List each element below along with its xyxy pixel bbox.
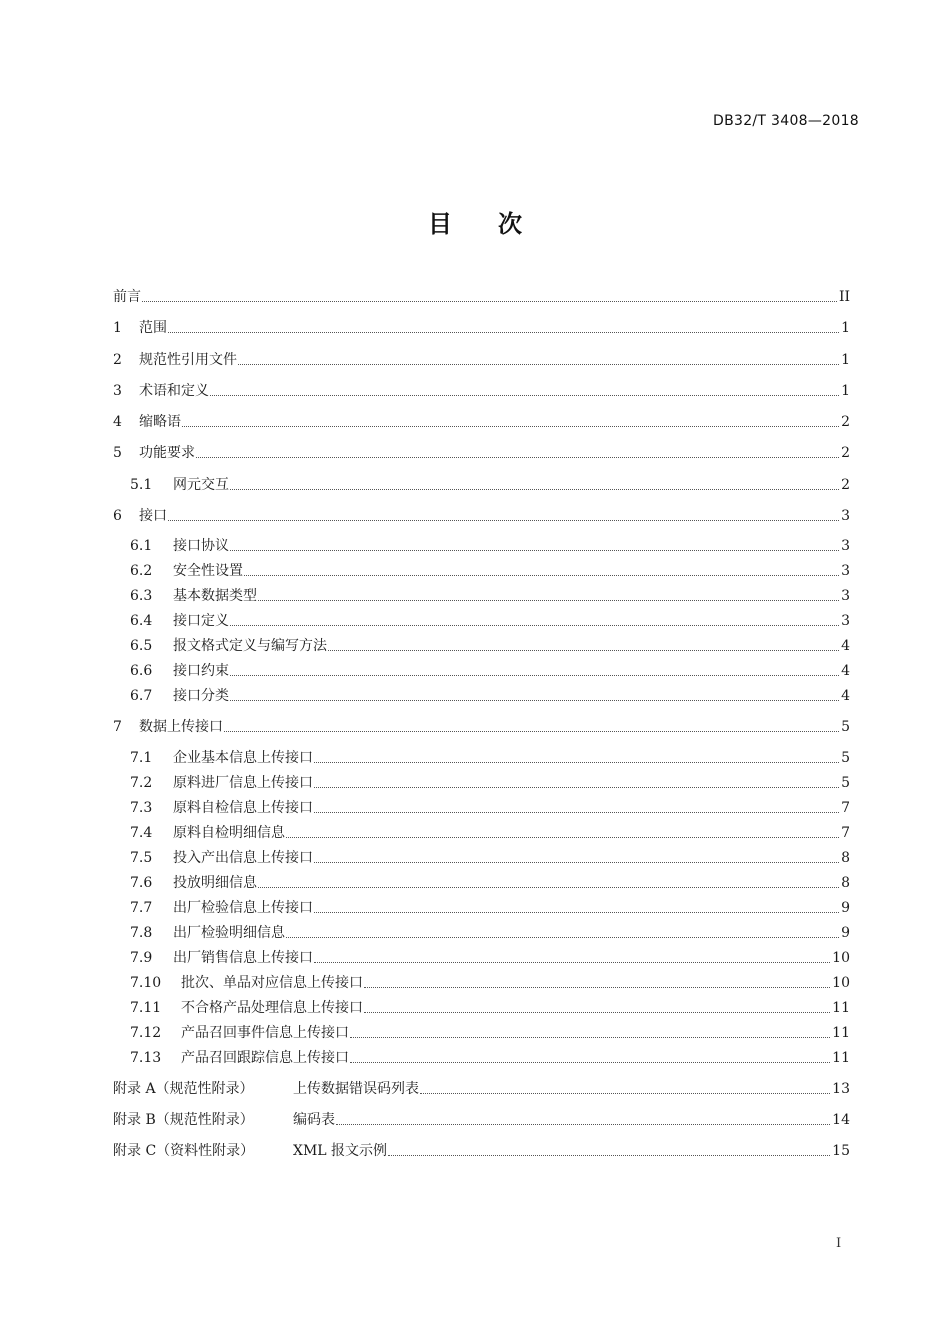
toc-entry-page: 10 xyxy=(832,950,850,966)
toc-entry-label: 接口协议 xyxy=(173,538,229,554)
toc-entry[interactable] xyxy=(130,475,850,495)
dot-leader xyxy=(210,394,839,396)
toc-entry-number: 4 xyxy=(113,414,122,430)
toc-entry-label: 产品召回跟踪信息上传接口 xyxy=(181,1050,349,1066)
toc-entry-number: 7.8 xyxy=(130,925,153,941)
toc-entry-page: 8 xyxy=(841,850,850,866)
toc-entry-page: 2 xyxy=(841,445,850,461)
dot-leader xyxy=(244,574,839,576)
toc-entry-label: 上传数据错误码列表 xyxy=(293,1081,419,1097)
dot-leader xyxy=(258,599,839,601)
toc-entry[interactable] xyxy=(113,318,850,338)
dot-leader xyxy=(388,1154,830,1156)
toc-entry[interactable] xyxy=(130,873,850,893)
toc-entry-page: 7 xyxy=(841,825,850,841)
toc-entry-label: 原料进厂信息上传接口 xyxy=(173,775,313,791)
toc-entry[interactable] xyxy=(130,898,850,918)
toc-entry-page: 2 xyxy=(841,414,850,430)
toc-entry-number: 7.3 xyxy=(130,800,153,816)
dot-leader xyxy=(182,425,839,427)
toc-entry-number: 7.9 xyxy=(130,950,153,966)
toc-entry-number: 7.4 xyxy=(130,825,153,841)
toc-entry-page: 11 xyxy=(832,1050,850,1066)
toc-entry[interactable] xyxy=(113,717,850,737)
toc-entry[interactable] xyxy=(113,287,850,307)
toc-entry[interactable] xyxy=(130,998,850,1018)
toc-entry-label: 前言 xyxy=(113,289,141,305)
toc-entry-label: 原料自检信息上传接口 xyxy=(173,800,313,816)
toc-entry[interactable] xyxy=(130,586,850,606)
toc-entry[interactable] xyxy=(130,1048,850,1068)
toc-entry-page: 4 xyxy=(841,688,850,704)
toc-entry-page: 9 xyxy=(841,925,850,941)
toc-entry-number: 6.1 xyxy=(130,538,153,554)
toc-entry-label: 规范性引用文件 xyxy=(139,352,237,368)
toc-entry-number: 5.1 xyxy=(130,477,153,493)
toc-entry-number: 1 xyxy=(113,320,122,336)
dot-leader xyxy=(230,488,839,490)
toc-entry-page: 13 xyxy=(832,1081,850,1097)
toc-entry-label: 接口分类 xyxy=(173,688,229,704)
toc-entry-label: 接口 xyxy=(139,508,167,524)
toc-entry[interactable] xyxy=(130,748,850,768)
toc-entry-page: 3 xyxy=(841,538,850,554)
dot-leader xyxy=(336,1123,830,1125)
toc-entry-number: 附录 B（规范性附录） xyxy=(113,1112,254,1128)
toc-entry-label: 接口约束 xyxy=(173,663,229,679)
toc-entry-number: 6.5 xyxy=(130,638,153,654)
dot-leader xyxy=(314,961,830,963)
dot-leader xyxy=(364,986,830,988)
toc-entry-page: 10 xyxy=(832,975,850,991)
toc-entry-label: 范围 xyxy=(139,320,167,336)
dot-leader xyxy=(350,1036,830,1038)
toc-entry[interactable] xyxy=(113,1079,850,1099)
toc-entry-label: 基本数据类型 xyxy=(173,588,257,604)
toc-entry[interactable] xyxy=(130,823,850,843)
toc-entry-page: 2 xyxy=(841,477,850,493)
toc-entry-page: 1 xyxy=(841,352,850,368)
dot-leader xyxy=(230,624,839,626)
toc-entry-number: 7.10 xyxy=(130,975,162,991)
toc-entry-label: 出厂检验明细信息 xyxy=(173,925,285,941)
toc-entry-number: 6.2 xyxy=(130,563,153,579)
dot-leader xyxy=(230,674,839,676)
toc-entry-number: 6.6 xyxy=(130,663,153,679)
dot-leader xyxy=(314,786,839,788)
toc-entry[interactable] xyxy=(130,536,850,556)
page-title: 目次 xyxy=(428,210,568,238)
standard-code: DB32/T 3408—2018 xyxy=(713,113,859,129)
toc-entry-label: 不合格产品处理信息上传接口 xyxy=(181,1000,363,1016)
toc-entry[interactable] xyxy=(130,1023,850,1043)
toc-entry[interactable] xyxy=(130,798,850,818)
toc-entry-label: 投放明细信息 xyxy=(173,875,257,891)
toc-entry-label: 企业基本信息上传接口 xyxy=(173,750,313,766)
toc-entry-label: 投入产出信息上传接口 xyxy=(173,850,313,866)
toc-entry-label: 网元交互 xyxy=(173,477,229,493)
toc-entry[interactable] xyxy=(130,773,850,793)
toc-entry-page: 3 xyxy=(841,563,850,579)
toc-entry[interactable] xyxy=(130,923,850,943)
dot-leader xyxy=(314,761,839,763)
toc-entry-page: 7 xyxy=(841,800,850,816)
toc-entry-number: 5 xyxy=(113,445,122,461)
toc-entry[interactable] xyxy=(130,848,850,868)
toc-entry-label: XML 报文示例 xyxy=(293,1143,388,1159)
toc-entry[interactable] xyxy=(130,611,850,631)
toc-entry-number: 7 xyxy=(113,719,122,735)
toc-entry-page: 3 xyxy=(841,588,850,604)
dot-leader xyxy=(238,363,839,365)
dot-leader xyxy=(364,1011,830,1013)
toc-entry-page: 3 xyxy=(841,613,850,629)
toc-entry-label: 编码表 xyxy=(293,1112,335,1128)
toc-entry-page: 5 xyxy=(841,750,850,766)
dot-leader xyxy=(350,1061,830,1063)
dot-leader xyxy=(168,519,839,521)
toc-entry-number: 7.12 xyxy=(130,1025,162,1041)
toc-entry[interactable] xyxy=(130,973,850,993)
toc-entry-label: 批次、单品对应信息上传接口 xyxy=(181,975,363,991)
toc-entry-label: 出厂检验信息上传接口 xyxy=(173,900,313,916)
toc-entry-label: 产品召回事件信息上传接口 xyxy=(181,1025,349,1041)
dot-leader xyxy=(314,911,839,913)
toc-entry-page: 4 xyxy=(841,638,850,654)
toc-entry[interactable] xyxy=(113,350,850,370)
toc-entry-label: 接口定义 xyxy=(173,613,229,629)
toc-entry-page: 1 xyxy=(841,383,850,399)
toc-entry[interactable] xyxy=(113,381,850,401)
toc-entry-number: 6.4 xyxy=(130,613,153,629)
toc-entry[interactable] xyxy=(130,561,850,581)
toc-entry-page: 5 xyxy=(841,719,850,735)
toc-entry[interactable] xyxy=(113,412,850,432)
toc-entry[interactable] xyxy=(130,948,850,968)
toc-entry-label: 原料自检明细信息 xyxy=(173,825,285,841)
toc-entry-page: 5 xyxy=(841,775,850,791)
toc-entry[interactable] xyxy=(113,1141,850,1161)
toc-entry-label: 报文格式定义与编写方法 xyxy=(173,638,327,654)
toc-entry-number: 附录 C（资料性附录） xyxy=(113,1143,255,1159)
toc-entry-number: 2 xyxy=(113,352,122,368)
toc-entry-number: 6.7 xyxy=(130,688,153,704)
dot-leader xyxy=(168,331,839,333)
page-number: I xyxy=(836,1236,842,1251)
toc-entry[interactable] xyxy=(130,636,850,656)
dot-leader xyxy=(314,861,839,863)
toc-entry-number: 7.2 xyxy=(130,775,153,791)
toc-entry-label: 数据上传接口 xyxy=(139,719,223,735)
toc-entry[interactable] xyxy=(113,506,850,526)
dot-leader xyxy=(196,456,839,458)
dot-leader xyxy=(328,649,839,651)
dot-leader xyxy=(420,1092,830,1094)
toc-entry-label: 安全性设置 xyxy=(173,563,243,579)
toc-entry-page: 11 xyxy=(832,1025,850,1041)
dot-leader xyxy=(314,811,839,813)
toc-entry-number: 7.11 xyxy=(130,1000,162,1016)
dot-leader xyxy=(230,549,839,551)
toc-entry-page: 14 xyxy=(832,1112,850,1128)
toc-entry-label: 术语和定义 xyxy=(139,383,209,399)
toc-entry[interactable] xyxy=(130,661,850,681)
toc-entry-number: 6 xyxy=(113,508,122,524)
toc-entry[interactable] xyxy=(113,443,850,463)
toc-entry-number: 7.7 xyxy=(130,900,153,916)
toc-entry-page: 1 xyxy=(841,320,850,336)
toc-entry-page: 11 xyxy=(832,1000,850,1016)
dot-leader xyxy=(142,300,837,302)
dot-leader xyxy=(224,730,839,732)
toc-entry-page: 3 xyxy=(841,508,850,524)
toc-entry-page: 9 xyxy=(841,900,850,916)
toc-entry-page: 4 xyxy=(841,663,850,679)
toc-entry[interactable] xyxy=(130,686,850,706)
toc-entry-number: 7.5 xyxy=(130,850,153,866)
toc-entry-label: 缩略语 xyxy=(139,414,181,430)
toc-entry-page: 15 xyxy=(832,1143,850,1159)
dot-leader xyxy=(258,886,839,888)
dot-leader xyxy=(230,699,839,701)
toc-entry-label: 功能要求 xyxy=(139,445,195,461)
toc-entry-number: 7.1 xyxy=(130,750,153,766)
toc-entry-number: 3 xyxy=(113,383,122,399)
toc-entry-number: 附录 A（规范性附录） xyxy=(113,1081,254,1097)
toc-entry-page: II xyxy=(838,289,850,305)
toc-entry[interactable] xyxy=(113,1110,850,1130)
toc-entry-number: 6.3 xyxy=(130,588,153,604)
dot-leader xyxy=(286,936,839,938)
toc-entry-page: 8 xyxy=(841,875,850,891)
toc-entry-number: 7.6 xyxy=(130,875,153,891)
dot-leader xyxy=(286,836,839,838)
toc-entry-label: 出厂销售信息上传接口 xyxy=(173,950,313,966)
toc-entry-number: 7.13 xyxy=(130,1050,162,1066)
